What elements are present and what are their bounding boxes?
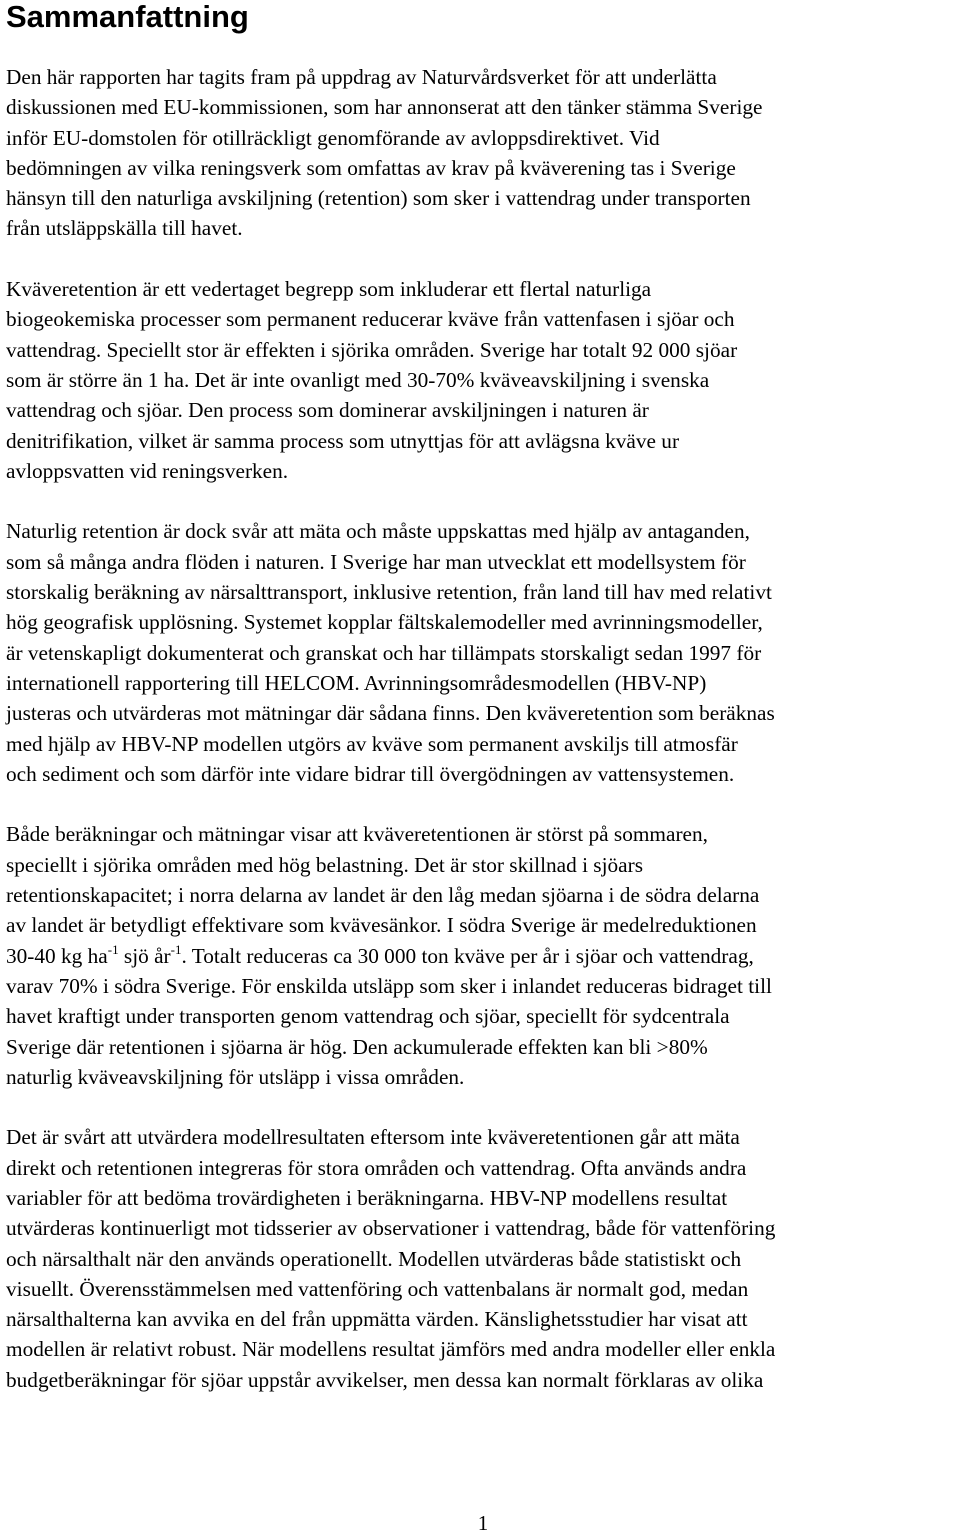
text-line: Den här rapporten har tagits fram på uppdrag av Naturvårdsverket för att underlätta [6, 65, 717, 89]
text-line: är vetenskapligt dokumenterat och granskat och har tillämpats storskaligt sedan 1997 för [6, 640, 762, 665]
paragraph-4 [6, 819, 958, 1092]
units-line [6, 941, 958, 971]
text-line: närsalthalterna kan avvika en del från uppmätta värden. Känslighetsstudier har visat att [6, 1307, 748, 1332]
text-line: retentionskapacitet; i norra delarna av landet är den låg medan sjöarna i de södra delarna [6, 883, 760, 908]
text-line: Naturlig retention är dock svår att mäta och måste uppskattas med hjälp av antaganden, [6, 519, 750, 544]
text-line: speciellt i sjörika områden med hög belastning. Det är stor skillnad i sjöars [6, 852, 643, 877]
text-line: hög geografisk upplösning. Systemet kopplar fältskalemodeller med avrinningsmodeller, [6, 610, 763, 635]
text-line: avloppsvatten vid reningsverken. [6, 458, 289, 483]
text-line: vattendrag. Speciellt stor är effekten i sjörika områden. Sverige har totalt 92 000 sjöar [6, 337, 738, 362]
paragraph-2 [6, 274, 958, 486]
text-line: bedömningen av vilka reningsverk som omfattas av krav på kväverening tas i Sverige [6, 155, 736, 180]
summary-body [6, 62, 958, 1425]
text-line: budgetberäkningar för sjöar uppstår avvikelser, men dessa kan normalt förklaras av olika [6, 1367, 764, 1392]
text-line: Kväveretention är ett vedertaget begrepp som inkluderar ett flertal naturliga [6, 277, 652, 302]
text-line: varav 70% i södra Sverige. För enskilda utsläpp som sker i inlandet reduceras bidraget till [6, 973, 772, 998]
text-line: från utsläppskälla till havet. [6, 216, 243, 241]
text-line: justeras och utvärderas mot mätningar där sådana finns. Den kväveretention som beräknas [6, 701, 775, 726]
text-line: havet kraftigt under transporten genom vattendrag och sjöar, speciellt för sydcentrala [6, 1004, 730, 1029]
text-line: som är större än 1 ha. Det är inte ovanligt med 30-70% kväveavskiljning i svenska [6, 367, 710, 392]
units-prefix: 30-40 kg ha [6, 943, 108, 968]
superscript: -1 [170, 941, 182, 957]
text-line: denitrifikation, vilket är samma process som utnyttjas för att avlägsna kväve ur [6, 428, 680, 453]
text-line: Det är svårt att utvärdera modellresultaten eftersom inte kväveretentionen går att mäta [6, 1125, 740, 1150]
text-line: inför EU-domstolen för otillräckligt genomförande av avloppsdirektivet. Vid [6, 125, 660, 150]
section-heading: Sammanfattning [6, 0, 249, 34]
text-line: visuellt. Överensstämmelsen med vattenföring och vattenbalans är normalt god, medan [6, 1276, 749, 1301]
paragraph-1 [6, 62, 958, 244]
text-line: med hjälp av HBV-NP modellen utgörs av kväve som permanent avskiljs till atmosfär [6, 731, 738, 756]
text-line: som så många andra flöden i naturen. I Sverige har man utvecklat ett modellsystem för [6, 549, 746, 574]
text-line: av landet är betydligt effektivare som kvävesänkor. I södra Sverige är medelreduktionen [6, 913, 757, 938]
text-line: storskalig beräkning av närsalttransport, inklusive retention, från land till hav med relativt [6, 580, 772, 605]
page-number [0, 1511, 960, 1535]
text-line: direkt och retentionen integreras för stora områden och vattendrag. Ofta används andra [6, 1155, 747, 1180]
paragraph-5 [6, 1122, 958, 1395]
paragraph-3 [6, 516, 958, 789]
text-line: biogeokemiska processer som permanent reducerar kväve från vattenfasen i sjöar och [6, 307, 735, 332]
text-line: Sverige där retentionen i sjöarna är hög. Den ackumulerade effekten kan bli >80% [6, 1034, 708, 1059]
page-number-value: 1 [477, 1511, 489, 1535]
text-line: och närsalthalt när den används operationellt. Modellen utvärderas både statistiskt och [6, 1246, 742, 1271]
text-line: utvärderas kontinuerligt mot tidsserier av observationer i vattendrag, både för vattenföring [6, 1216, 776, 1241]
text-line: vattendrag och sjöar. Den process som dominerar avskiljningen i naturen är [6, 398, 649, 423]
text-line: diskussionen med EU-kommissionen, som har annonserat att den tänker stämma Sverige [6, 95, 763, 120]
units-suffix: . Totalt reduceras ca 30 000 ton kväve per år i sjöar och vattendrag, [181, 943, 754, 968]
text-line: internationell rapportering till HELCOM. Avrinningsområdesmodellen (HBV-NP) [6, 670, 707, 695]
superscript: -1 [107, 941, 119, 957]
text-line: modellen är relativt robust. När modellens resultat jämförs med andra modeller eller enkla [6, 1337, 776, 1362]
text-line: och sediment och som därför inte vidare bidrar till övergödningen av vattensystemen. [6, 761, 735, 786]
text-line: variabler för att bedöma trovärdigheten i beräkningarna. HBV-NP modellens resultat [6, 1185, 728, 1210]
text-line: naturlig kväveavskiljning för utsläpp i vissa områden. [6, 1064, 465, 1089]
text-line: Både beräkningar och mätningar visar att kväveretentionen är störst på sommaren, [6, 822, 708, 847]
units-middle: sjö år [118, 943, 171, 968]
text-line: hänsyn till den naturliga avskiljning (retention) som sker i vattendrag under transporten [6, 186, 751, 211]
